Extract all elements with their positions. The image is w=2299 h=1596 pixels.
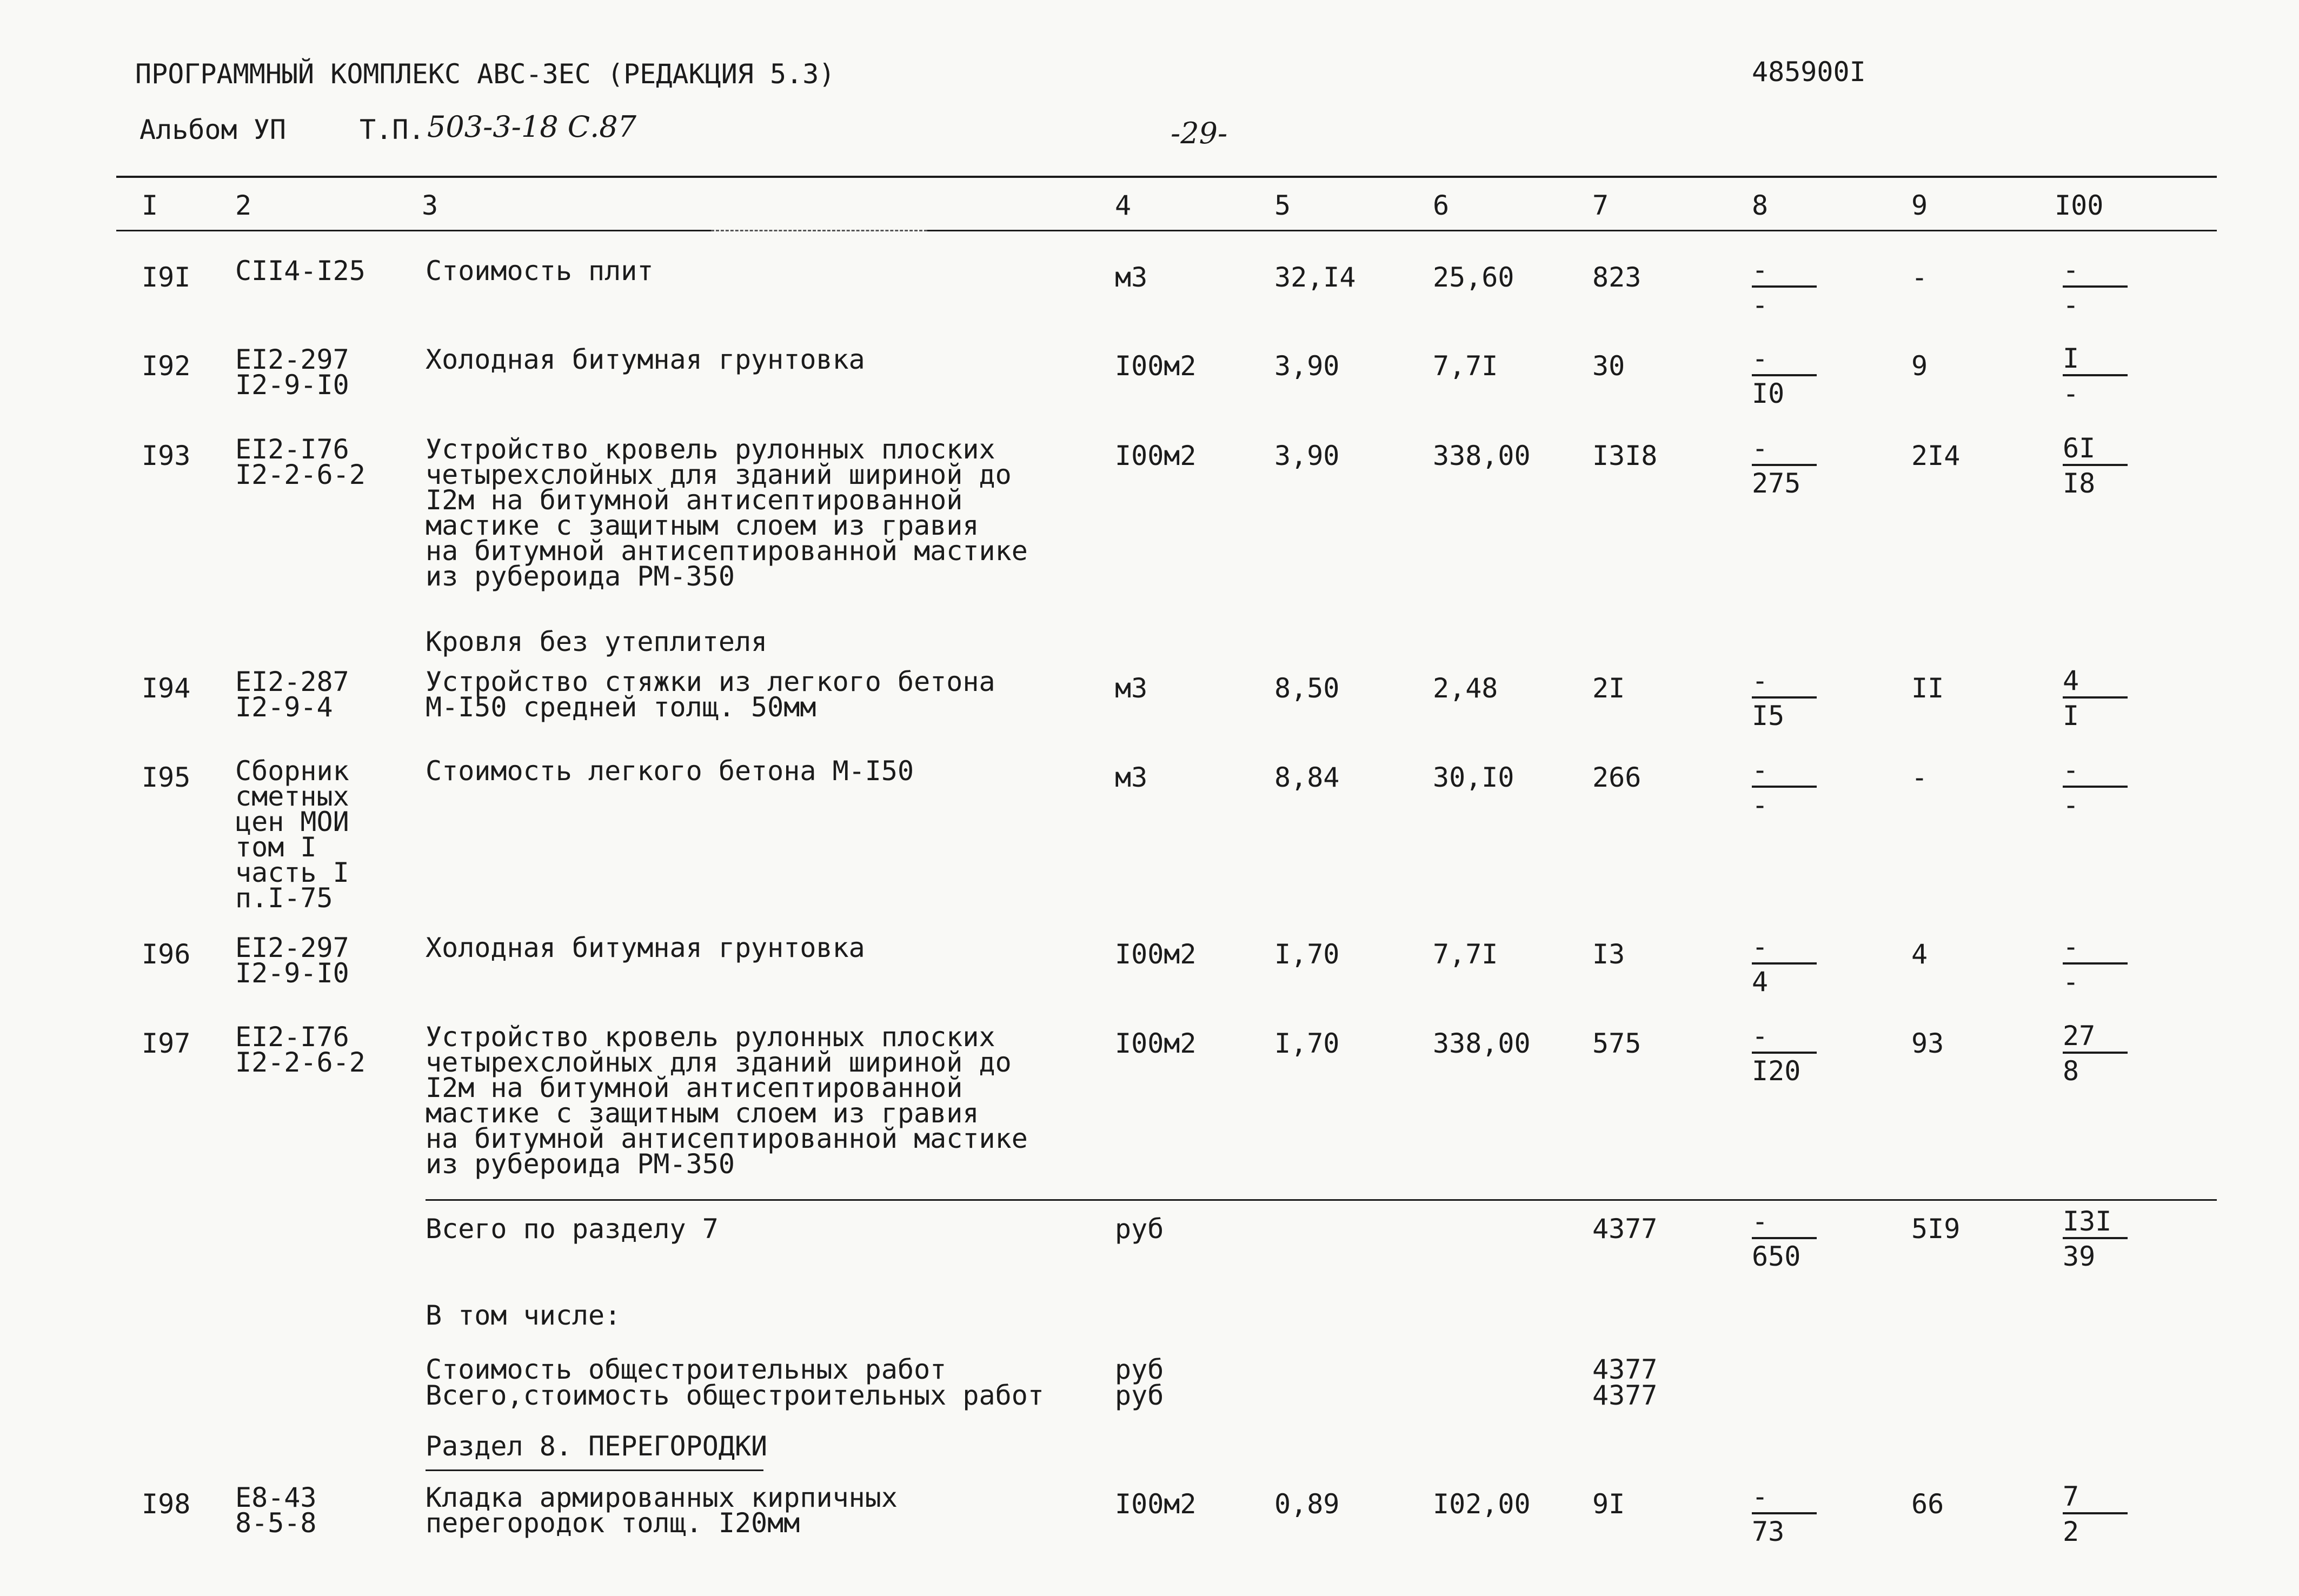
col8-numerator: - [1752, 343, 1769, 374]
row-description: Холодная битумная грунтовка [426, 932, 865, 963]
col10-denominator: I [2063, 700, 2079, 732]
subtotal-total: 4377 [1592, 1213, 1658, 1245]
tp-prefix: Т.П. [360, 114, 425, 145]
row-number: I96 [142, 939, 191, 970]
subtotal-unit: руб [1115, 1213, 1164, 1245]
row-col10-fraction [2063, 1020, 2133, 1087]
row-total: 575 [1592, 1028, 1642, 1059]
row-unit: I00м2 [1115, 1488, 1197, 1520]
row-total: 2I [1592, 673, 1625, 704]
row-quantity: I,70 [1274, 1028, 1340, 1059]
col10-denominator: 2 [2063, 1516, 2079, 1547]
row-quantity: 8,50 [1274, 673, 1340, 704]
row-number: I98 [142, 1488, 191, 1520]
section-8-title: Раздел 8. ПЕРЕГОРОДКИ [426, 1431, 768, 1462]
subtotal-col10-fraction: I3I 39 [2063, 1206, 2133, 1273]
row-description: Кладка армированных кирпичных перегородок толщ. I20мм [426, 1482, 898, 1539]
subtotal-col9: 5I9 [1911, 1213, 1961, 1245]
col10-numerator: 4 [2063, 665, 2079, 696]
row-quantity: 8,84 [1274, 762, 1340, 793]
row-col8-fraction [1752, 1481, 1822, 1548]
row-number: I97 [142, 1028, 191, 1059]
row-number: I92 [142, 350, 191, 382]
col8-denominator: 275 [1752, 468, 1801, 499]
header-bottom-rule-left [116, 230, 711, 231]
col8-denominator: I20 [1752, 1055, 1801, 1087]
row-unit: I00м2 [1115, 1028, 1197, 1059]
row-col10-fraction [2063, 1481, 2133, 1548]
row-code: EI2-287 I2-9-4 [235, 666, 349, 723]
row-col9: 66 [1911, 1488, 1944, 1520]
breakdown-total-2: 4377 [1592, 1380, 1658, 1411]
row-code: Сборник сметных цен МОИ том I часть I п.I-75 [235, 755, 349, 914]
col10-numerator: - [2063, 254, 2079, 285]
col-header-10: I00 [2055, 190, 2104, 221]
tp-handwritten: 503-3-18 С.87 [427, 110, 636, 144]
row-quantity: I,70 [1274, 939, 1340, 970]
col-header-5: 5 [1274, 190, 1291, 221]
row-number: I95 [142, 762, 191, 793]
row-quantity: 3,90 [1274, 440, 1340, 471]
row-code: EI2-297 I2-9-I0 [235, 932, 349, 989]
row-col9: 9 [1911, 350, 1928, 382]
col10-numerator: 27 [2063, 1020, 2096, 1052]
row-code: EI2-I76 I2-2-6-2 [235, 1021, 366, 1078]
col8-numerator: - [1752, 665, 1769, 696]
row-total: 30 [1592, 350, 1625, 382]
col10-numerator: - [2063, 754, 2079, 786]
col-header-1: I [142, 190, 158, 221]
row-col10-fraction [2063, 433, 2133, 500]
row-unit-price: 25,60 [1433, 262, 1514, 293]
col10-numerator: I [2063, 343, 2079, 374]
section-roof-label: Кровля без утеплителя [426, 626, 768, 657]
col-header-7: 7 [1592, 190, 1609, 221]
row-col8-fraction [1752, 254, 1822, 321]
col8-denominator: I0 [1752, 378, 1785, 409]
col8-numerator: - [1752, 1020, 1769, 1052]
col8-numerator: - [1752, 1481, 1769, 1512]
row-number: I93 [142, 440, 191, 471]
col10-numerator: - [2063, 931, 2079, 962]
row-total: 266 [1592, 762, 1642, 793]
col-header-8: 8 [1752, 190, 1769, 221]
subtotal-rule [426, 1199, 2217, 1201]
header-bottom-rule-dashed [711, 230, 927, 231]
breakdown-label-2: Всего,стоимость общестроительных работ [426, 1380, 1044, 1411]
col10-denominator: - [2063, 378, 2079, 409]
col10-denominator: 8 [2063, 1055, 2079, 1087]
row-total: 9I [1592, 1488, 1625, 1520]
page-number: -29- [1171, 116, 1228, 150]
document-number: 485900I [1752, 56, 1866, 88]
col-header-3: 3 [422, 190, 438, 221]
header-bottom-rule-right [927, 230, 2217, 231]
col8-denominator: - [1752, 289, 1769, 321]
row-unit: м3 [1115, 262, 1148, 293]
col-header-4: 4 [1115, 190, 1132, 221]
col8-numerator: - [1752, 931, 1769, 962]
col8-numerator: - [1752, 254, 1769, 285]
row-code: EI2-297 I2-9-I0 [235, 344, 349, 401]
including-label: В том числе: [426, 1300, 621, 1331]
row-unit-price: 2,48 [1433, 673, 1498, 704]
row-unit: I00м2 [1115, 350, 1197, 382]
subtotal-label: Всего по разделу 7 [426, 1213, 719, 1245]
row-number: I9I [142, 262, 191, 293]
col10-denominator: - [2063, 289, 2079, 321]
row-code: EI2-I76 I2-2-6-2 [235, 434, 366, 490]
breakdown-label-1: Стоимость общестроительных работ [426, 1354, 947, 1385]
program-title: ПРОГРАММНЫЙ КОМПЛЕКС АВС-ЗЕС (РЕДАКЦИЯ 5.3) [135, 58, 835, 90]
album-label: Альбом УП [139, 114, 286, 145]
col8-denominator: - [1752, 789, 1769, 821]
row-col10-fraction [2063, 665, 2133, 732]
col-header-6: 6 [1433, 190, 1450, 221]
col10-numerator: 6I [2063, 433, 2096, 464]
row-quantity: 32,I4 [1274, 262, 1356, 293]
row-quantity: 3,90 [1274, 350, 1340, 382]
row-description: Холодная битумная грунтовка [426, 344, 865, 375]
row-description: Устройство кровель рулонных плоских четырехслойных для зданий шириной до I2м на битумной антисептированной мастике с защитным слоем из гравия на битумной антисептированной мастике из рубероида РМ-350 [426, 434, 1028, 592]
breakdown-unit-1: руб [1115, 1354, 1164, 1385]
row-col9: 2I4 [1911, 440, 1961, 471]
row-col10-fraction [2063, 754, 2133, 821]
col10-denominator: - [2063, 966, 2079, 998]
row-number: I94 [142, 673, 191, 704]
row-unit-price: 338,00 [1433, 1028, 1531, 1059]
row-col8-fraction [1752, 754, 1822, 821]
row-col8-fraction [1752, 1020, 1822, 1087]
row-unit: I00м2 [1115, 440, 1197, 471]
row-col9: 4 [1911, 939, 1928, 970]
row-unit: I00м2 [1115, 939, 1197, 970]
breakdown-unit-2: руб [1115, 1380, 1164, 1411]
row-col8-fraction [1752, 931, 1822, 998]
col-header-2: 2 [235, 190, 252, 221]
col8-numerator: - [1752, 433, 1769, 464]
col10-denominator: - [2063, 789, 2079, 821]
row-total: 823 [1592, 262, 1642, 293]
row-col9: II [1911, 673, 1944, 704]
row-unit: м3 [1115, 762, 1148, 793]
row-code: E8-43 8-5-8 [235, 1482, 317, 1539]
row-unit-price: I02,00 [1433, 1488, 1531, 1520]
row-unit-price: 338,00 [1433, 440, 1531, 471]
row-col9: - [1911, 262, 1928, 293]
col10-denominator: I8 [2063, 468, 2096, 499]
col8-numerator: - [1752, 754, 1769, 786]
col8-denominator: I5 [1752, 700, 1785, 732]
row-quantity: 0,89 [1274, 1488, 1340, 1520]
row-col8-fraction [1752, 433, 1822, 500]
row-col8-fraction [1752, 665, 1822, 732]
subtotal-col8-fraction: - 650 [1752, 1206, 1822, 1273]
breakdown-total-1: 4377 [1592, 1354, 1658, 1385]
col10-numerator: 7 [2063, 1481, 2079, 1512]
col-header-9: 9 [1911, 190, 1928, 221]
row-unit: м3 [1115, 673, 1148, 704]
row-total: I3I8 [1592, 440, 1658, 471]
section-8-underline [426, 1469, 763, 1471]
row-description: Устройство стяжки из легкого бетона М-I50 средней толщ. 50мм [426, 666, 995, 723]
row-description: Стоимость плит [426, 255, 654, 287]
row-col9: - [1911, 762, 1928, 793]
row-description: Стоимость легкого бетона М-I50 [426, 755, 914, 787]
row-col8-fraction [1752, 343, 1822, 410]
col8-denominator: 4 [1752, 966, 1769, 998]
row-description: Устройство кровель рулонных плоских четырехслойных для зданий шириной до I2м на битумной антисептированной мастике с защитным слоем из гравия на битумной антисептированной мастике из рубероида РМ-350 [426, 1021, 1028, 1180]
row-code: CII4-I25 [235, 255, 366, 287]
row-unit-price: 7,7I [1433, 350, 1498, 382]
row-unit-price: 30,I0 [1433, 762, 1514, 793]
row-col10-fraction [2063, 254, 2133, 321]
row-unit-price: 7,7I [1433, 939, 1498, 970]
row-col9: 93 [1911, 1028, 1944, 1059]
header-top-rule [116, 176, 2217, 178]
row-total: I3 [1592, 939, 1625, 970]
row-col10-fraction [2063, 931, 2133, 998]
row-col10-fraction [2063, 343, 2133, 410]
col8-denominator: 73 [1752, 1516, 1785, 1547]
